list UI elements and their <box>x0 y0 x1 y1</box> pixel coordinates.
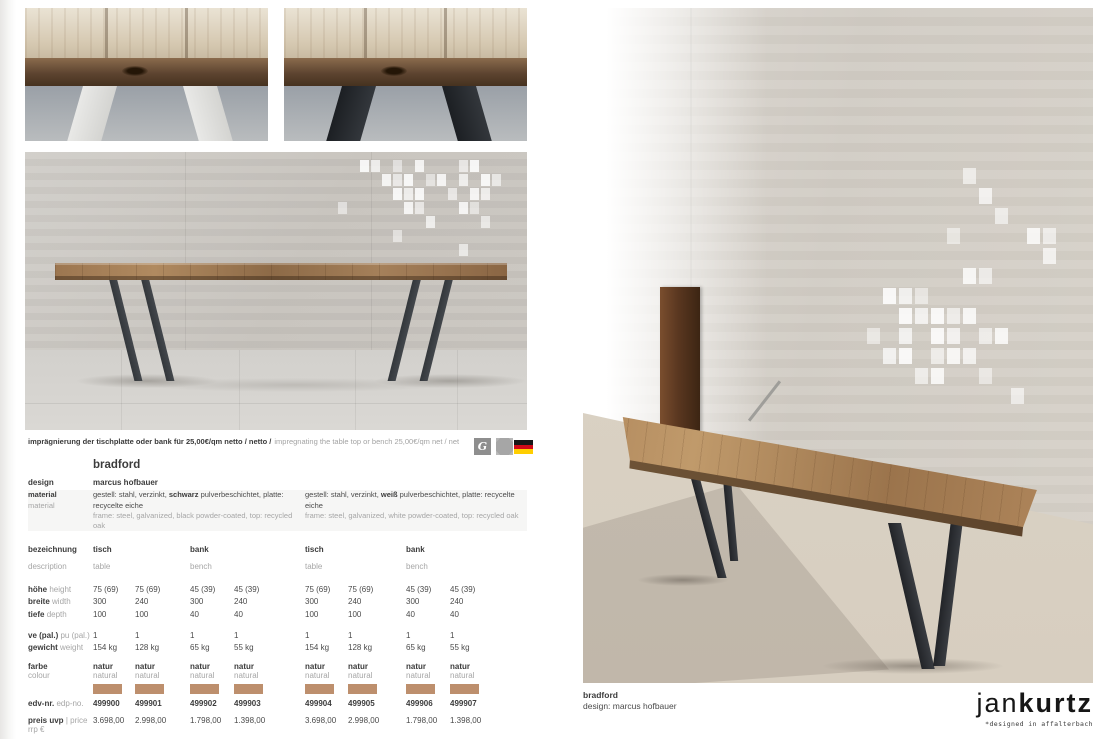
depth-row: tiefe depth 100 100 40 40 100 100 40 40 <box>28 610 527 619</box>
spec-cell: 45 (39) <box>406 585 432 595</box>
material-label: material material <box>28 490 57 510</box>
spec-cell: 128 kg <box>135 643 160 653</box>
spec-cell: 1 <box>234 630 239 640</box>
wood-knot <box>122 66 148 76</box>
spec-cell: 65 kg <box>190 643 210 653</box>
colour-cell: natur natural <box>406 662 431 681</box>
right-photo-caption <box>583 690 677 713</box>
pixel-art-wall-pattern <box>360 160 369 172</box>
group-header-en: bench <box>406 562 428 572</box>
spec-cell: 55 kg <box>234 643 254 653</box>
g-certification-icon: G <box>474 438 491 455</box>
group-header-en: table <box>305 562 323 572</box>
group-header: tisch <box>93 544 112 554</box>
spec-cell: 1 <box>135 630 140 640</box>
wood-edge-detail-black-legs-photo <box>284 8 527 141</box>
caption-designer: design: marcus hofbauer <box>583 701 677 712</box>
height-row: höhe height 75 (69) 75 (69) 45 (39) 45 (39) 75 (69) 75 (69) 45 (39) 45 (39) <box>28 585 527 594</box>
impregnation-note-en: impregnating the table top or bench 25,00€/qm net / net <box>274 437 460 446</box>
group-header: tisch <box>305 544 324 554</box>
edp-number: 499905 <box>348 698 375 708</box>
floor-joint <box>457 350 458 430</box>
thumb-background <box>25 86 268 141</box>
spec-cell: 300 <box>406 597 420 607</box>
spec-cell: 154 kg <box>305 643 330 653</box>
bradford-bench-concrete-room-photo <box>25 152 527 430</box>
designer-name: marcus hofbauer <box>93 478 158 488</box>
spec-cell: 240 <box>450 597 464 607</box>
colour-swatch <box>305 684 334 694</box>
price-cell: 2.998,00 <box>348 715 380 725</box>
faded-badge-icon <box>496 438 513 455</box>
product-title: bradford <box>93 459 141 471</box>
edp-number-row: edv-nr. edp-no. 499900 499901 499902 499903 499904 499905 499906 499907 <box>28 699 527 708</box>
swatch-row <box>28 684 527 694</box>
logo-tagline: *designed in affalterbach <box>985 720 1093 728</box>
thumb-wood-top <box>25 8 268 58</box>
german-flag-icon <box>514 440 533 454</box>
thumb-background <box>284 86 527 141</box>
title-row <box>28 459 527 472</box>
spec-cell: 45 (39) <box>190 585 216 595</box>
bench-top <box>55 263 507 280</box>
spec-cell: 75 (69) <box>93 585 119 595</box>
colour-cell: natur natural <box>305 662 330 681</box>
colour-cell: natur natural <box>190 662 215 681</box>
edp-number: 499902 <box>190 698 217 708</box>
colour-swatch <box>450 684 479 694</box>
floor-joint <box>121 350 122 430</box>
colour-swatch <box>135 684 164 694</box>
bench-shadow <box>145 378 445 392</box>
description-row <box>28 562 527 571</box>
edp-number: 499906 <box>406 698 433 708</box>
spec-cell: 40 <box>190 609 199 619</box>
bradford-table-concrete-room-photo <box>583 8 1093 683</box>
group-header-en: table <box>93 562 111 572</box>
spec-cell: 75 (69) <box>348 585 374 595</box>
spec-cell: 1 <box>406 630 411 640</box>
spec-cell: 300 <box>190 597 204 607</box>
spec-cell: 75 (69) <box>305 585 331 595</box>
spec-cell: 40 <box>406 609 415 619</box>
bezeichnung-row <box>28 545 527 554</box>
weight-row: gewicht weight 154 kg 128 kg 65 kg 55 kg 154 kg 128 kg 65 kg 55 kg <box>28 643 527 652</box>
spec-cell: 240 <box>348 597 362 607</box>
group-header: bank <box>190 544 209 554</box>
colour-swatch <box>406 684 435 694</box>
logo-jan: jan <box>976 688 1019 718</box>
wall-joint <box>371 152 372 350</box>
colour-swatch <box>234 684 263 694</box>
design-label: design <box>28 478 54 488</box>
plank-gap <box>364 8 367 58</box>
colour-cell: natur natural <box>234 662 259 681</box>
wall-joint <box>185 152 186 350</box>
concrete-wall <box>25 152 527 350</box>
plank-gap <box>444 8 447 58</box>
plank-gap <box>105 8 108 58</box>
colour-row: farbe colour natur natural natur natural natur natural natur natural natur natural natur natural natur natural natur natural <box>28 662 527 680</box>
spec-cell: 45 (39) <box>234 585 260 595</box>
edp-number: 499901 <box>135 698 162 708</box>
floor-joint <box>25 403 527 404</box>
impregnation-note <box>28 437 468 447</box>
impregnation-note-de: imprägnierung der tischplatte oder bank für 25,00€/qm netto / netto / <box>28 437 272 446</box>
price-cell: 3.698,00 <box>305 715 337 725</box>
spec-cell: 300 <box>93 597 107 607</box>
price-cell: 1.798,00 <box>190 715 222 725</box>
group-header-en: bench <box>190 562 212 572</box>
spec-cell: 100 <box>348 609 362 619</box>
colour-swatch <box>93 684 122 694</box>
edp-number: 499907 <box>450 698 477 708</box>
spec-cell: 45 (39) <box>450 585 476 595</box>
logo-kurtz: kurtz <box>1018 688 1093 718</box>
bezeichnung-label: bezeichnung <box>28 544 77 554</box>
wood-knot <box>381 66 407 76</box>
spec-cell: 128 kg <box>348 643 373 653</box>
price-cell: 1.398,00 <box>450 715 482 725</box>
description-label: description <box>28 562 67 572</box>
spec-cell: 1 <box>93 630 98 640</box>
colour-cell: natur natural <box>348 662 373 681</box>
spec-cell: 100 <box>305 609 319 619</box>
colour-swatch <box>348 684 377 694</box>
spec-cell: 300 <box>305 597 319 607</box>
spec-cell: 75 (69) <box>135 585 161 595</box>
price-cell: 1.398,00 <box>234 715 266 725</box>
material-white-frame: gestell: stahl, verzinkt, weiß pulverbeschichtet, platte: recycelte eiche frame: steel, galvanized, white powder-coated, top: recycled oak <box>305 490 519 520</box>
spec-cell: 240 <box>234 597 248 607</box>
price-cell: 3.698,00 <box>93 715 125 725</box>
spec-cell: 65 kg <box>406 643 426 653</box>
pixel-art-wall-pattern <box>883 288 896 304</box>
spec-cell: 40 <box>234 609 243 619</box>
caption-product-title: bradford <box>583 690 618 700</box>
flag-stripe-gold <box>514 449 533 454</box>
spec-cell: 1 <box>450 630 455 640</box>
product-spec-table <box>28 459 527 734</box>
spec-cell: 40 <box>450 609 459 619</box>
spec-cell: 1 <box>348 630 353 640</box>
spec-cell: 1 <box>190 630 195 640</box>
edp-number: 499900 <box>93 698 120 708</box>
colour-swatch <box>190 684 219 694</box>
plank-gap <box>185 8 188 58</box>
spec-cell: 100 <box>135 609 149 619</box>
design-row <box>28 478 527 487</box>
edp-number: 499904 <box>305 698 332 708</box>
packing-unit-row: ve (pal.) pu (pal.) 1 1 1 1 1 1 1 1 <box>28 631 527 640</box>
price-row: preis uvp | price rrp € 3.698,00 2.998,00 1.798,00 1.398,00 3.698,00 2.998,00 1.798,00 1.398,00 <box>28 716 527 734</box>
spec-cell: 1 <box>305 630 310 640</box>
thumb-wood-top <box>284 8 527 58</box>
spec-cell: 240 <box>135 597 149 607</box>
leg-shadow <box>638 574 728 586</box>
price-cell: 2.998,00 <box>135 715 167 725</box>
material-black-frame: gestell: stahl, verzinkt, schwarz pulverbeschichtet, platte: recycelte eiche frame: steel, galvanized, black powder-coated, top: recycled oak <box>93 490 293 530</box>
spec-cell: 55 kg <box>450 643 470 653</box>
page-edge-shading <box>0 0 16 739</box>
material-row <box>28 490 527 531</box>
jankurtz-logo <box>976 690 1093 728</box>
price-cell: 1.798,00 <box>406 715 438 725</box>
edp-number: 499903 <box>234 698 261 708</box>
colour-cell: natur natural <box>135 662 160 681</box>
colour-cell: natur natural <box>93 662 118 681</box>
group-header: bank <box>406 544 425 554</box>
wood-edge-detail-white-legs-photo <box>25 8 268 141</box>
colour-cell: natur natural <box>450 662 475 681</box>
width-row: breite width 300 240 300 240 300 240 300 240 <box>28 597 527 606</box>
spec-cell: 100 <box>93 609 107 619</box>
spec-cell: 154 kg <box>93 643 118 653</box>
leg-shadow <box>823 658 1003 674</box>
